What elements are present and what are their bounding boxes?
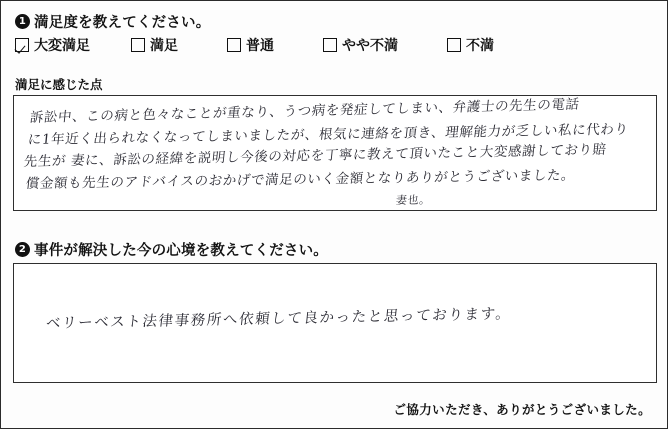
handwritten-line: 償金額も先生のアドバイスのおかげで満足のいく金額となりありがとうございました。 bbox=[24, 167, 577, 193]
handwritten-line: に1年近く出られなくなってしまいましたが、根気に連絡を頂き、理解能力が乏しい私に代わり bbox=[26, 121, 630, 149]
choice-normal[interactable] bbox=[227, 35, 323, 55]
choice-label: 大変満足 bbox=[34, 38, 90, 54]
question-2-text: 事件が解決した今の心境を教えてください。 bbox=[34, 243, 328, 259]
question-1 bbox=[15, 11, 210, 32]
question-1-sub-label: 満足に感じた点 bbox=[15, 77, 103, 92]
choice-somewhat-dissatisfied[interactable] bbox=[323, 35, 447, 55]
choice-label: 満足 bbox=[150, 38, 178, 54]
question-2-answer-box[interactable] bbox=[13, 263, 657, 383]
checkbox-icon[interactable] bbox=[447, 38, 461, 52]
question-1-answer-box[interactable] bbox=[13, 95, 657, 211]
question-2-number: 2 bbox=[15, 242, 30, 257]
question-2 bbox=[15, 239, 328, 260]
handwritten-signature: 妻也。 bbox=[395, 193, 432, 208]
question-1-text: 満足度を教えてください。 bbox=[34, 15, 211, 31]
checkbox-icon[interactable] bbox=[15, 38, 29, 52]
checkbox-icon[interactable] bbox=[323, 38, 337, 52]
choice-dissatisfied[interactable] bbox=[447, 35, 543, 55]
question-1-choices bbox=[15, 35, 651, 55]
choice-label: 普通 bbox=[246, 38, 274, 54]
handwritten-line: 先生が 妻に、訴訟の経緯を説明し今後の対応を丁寧に教えて頂いたこと大変感謝しており賠 bbox=[22, 141, 608, 171]
choice-label: やや不満 bbox=[342, 38, 398, 54]
handwritten-line: 訴訟中、この病と色々なことが重なり、うつ病を発症してしまい、弁護士の先生の電話 bbox=[29, 96, 581, 127]
question-1-number: 1 bbox=[15, 14, 30, 29]
choice-label: 不満 bbox=[466, 38, 494, 54]
handwritten-line: ベリーベスト法律事務所へ依頼して良かったと思っております。 bbox=[45, 306, 513, 333]
choice-satisfied[interactable] bbox=[131, 35, 227, 55]
footer-thanks: ご協力いただき、ありがとうございました。 bbox=[393, 402, 651, 417]
checkbox-icon[interactable] bbox=[227, 38, 241, 52]
checkbox-icon[interactable] bbox=[131, 38, 145, 52]
choice-very-satisfied[interactable] bbox=[15, 35, 131, 55]
